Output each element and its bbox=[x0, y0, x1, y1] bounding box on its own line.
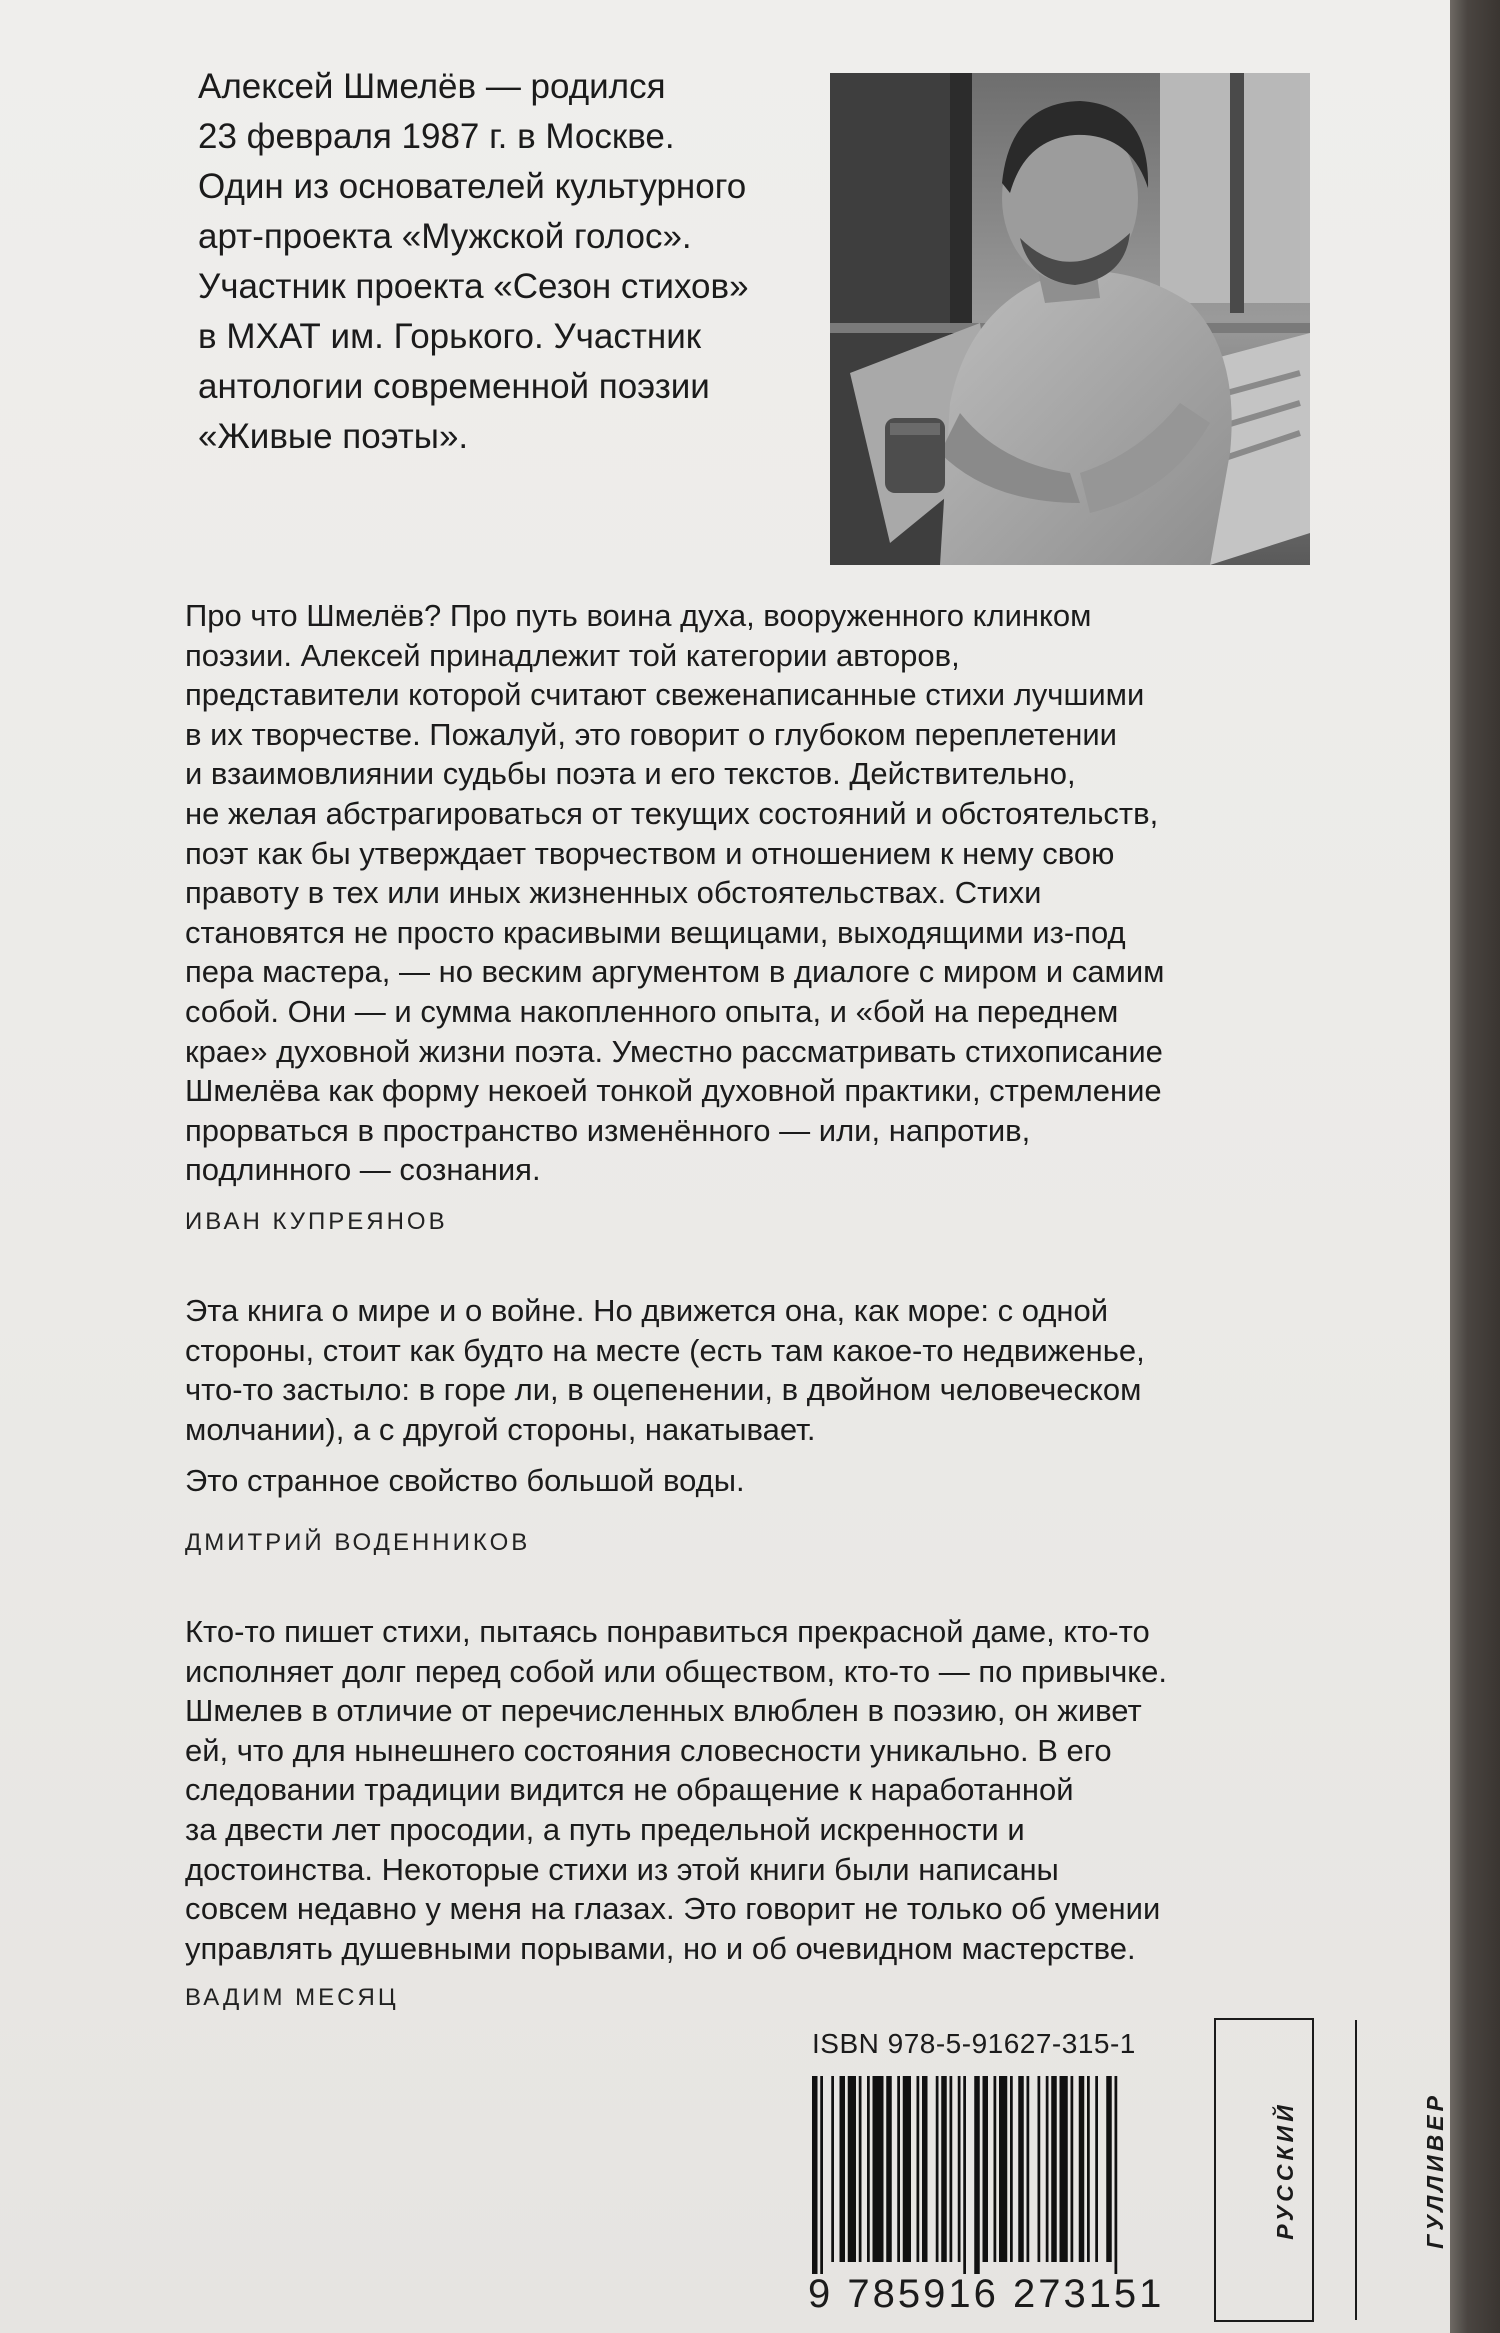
review-line: прорваться в пространство изменённого — или, напротив, bbox=[185, 1112, 1031, 1148]
barcode-bar bbox=[941, 2076, 947, 2262]
review-vodennikov bbox=[185, 1291, 1295, 1449]
barcode-bar bbox=[1046, 2076, 1049, 2262]
barcode-bar bbox=[1087, 2076, 1090, 2262]
book-spine-edge bbox=[1450, 0, 1500, 2333]
review-line: представители которой считают свеженаписанные стихи лучшими bbox=[185, 677, 1145, 713]
barcode-bar bbox=[1018, 2076, 1024, 2262]
barcode-bar bbox=[897, 2076, 900, 2262]
review-extra-line: Это странное свойство большой воды. bbox=[185, 1463, 745, 1498]
review-line: Кто-то пишет стихи, пытаясь понравиться прекрасной даме, кто-то bbox=[185, 1614, 1150, 1649]
bio-line: Один из основателей культурного bbox=[198, 167, 747, 206]
barcode-bar bbox=[950, 2076, 953, 2262]
bio-line: арт-проекта «Мужской голос». bbox=[198, 217, 692, 256]
review-line: что-то застыло: в горе ли, в оцепенении, в двойном человеческом bbox=[185, 1372, 1142, 1408]
bio-line: «Живые поэты». bbox=[198, 417, 469, 456]
review-line: в их творчестве. Пожалуй, это говорит о глубоком переплетении bbox=[185, 716, 1117, 752]
author-photo-image bbox=[830, 73, 1310, 565]
author-bio bbox=[198, 62, 828, 462]
review-line: следовании традиции видится не обращение к наработанной bbox=[185, 1772, 1074, 1808]
author-photo bbox=[830, 73, 1310, 565]
barcode-bars bbox=[808, 2076, 1208, 2274]
barcode-bar bbox=[994, 2076, 997, 2262]
review-line: пера мастера, — но веским аргументом в диалоге с миром и самим bbox=[185, 954, 1165, 990]
review-author: ДМИТРИЙ ВОДЕННИКОВ bbox=[185, 1529, 531, 1556]
publisher-logo-word: ГУЛЛИВЕР bbox=[1421, 2091, 1448, 2249]
barcode-bar bbox=[922, 2076, 928, 2262]
barcode-bar bbox=[983, 2076, 989, 2262]
barcode-bar bbox=[1079, 2076, 1085, 2262]
bio-line: антологии современной поэзии bbox=[198, 367, 710, 406]
review-line: Шмелёва как форму некоей тонкой духовной практики, стремление bbox=[185, 1073, 1162, 1109]
review-line: ей, что для нынешнего состояния словесности уникально. В его bbox=[185, 1732, 1112, 1768]
barcode-bar bbox=[820, 2076, 823, 2274]
review-kupreyanov bbox=[185, 596, 1295, 1190]
review-author: ИВАН КУПРЕЯНОВ bbox=[185, 1208, 448, 1235]
barcode-bar bbox=[831, 2076, 834, 2262]
review-line: стороны, стоит как будто на месте (есть там какое-то недвиженье, bbox=[185, 1332, 1145, 1368]
bio-line: 23 февраля 1987 г. в Москве. bbox=[198, 117, 675, 156]
review-line: поэт как бы утверждает творчеством и отношением к нему свою bbox=[185, 835, 1115, 871]
review-line: совсем недавно у меня на глазах. Это говорит не только об умении bbox=[185, 1891, 1161, 1927]
review-line: крае» духовной жизни поэта. Уместно рассматривать стихописание bbox=[185, 1033, 1163, 1069]
review-line: управлять душевными порывами, но и об очевидном мастерстве. bbox=[185, 1930, 1136, 1966]
publisher-logo-right bbox=[1355, 2020, 1500, 2320]
review-line: Эта книга о мире и о войне. Но движется она, как море: с одной bbox=[185, 1293, 1109, 1328]
publisher-logo-word: РУССКИЙ bbox=[1271, 2100, 1298, 2240]
barcode-bar bbox=[1027, 2076, 1030, 2262]
barcode-bar bbox=[1060, 2076, 1068, 2262]
barcode-bar bbox=[873, 2076, 884, 2262]
barcode-bar bbox=[859, 2076, 862, 2262]
review-line: Шмелев в отличие от перечисленных влюблен в поэзию, он живет bbox=[185, 1693, 1142, 1729]
barcode-bar bbox=[886, 2076, 892, 2262]
review-line: Про что Шмелёв? Про путь воина духа, вооруженного клинком bbox=[185, 598, 1092, 633]
review-line: собой. Они — и сумма накопленного опыта, и «бой на переднем bbox=[185, 993, 1119, 1029]
bio-line: в МХАТ им. Горького. Участник bbox=[198, 317, 702, 356]
isbn-barcode bbox=[808, 2028, 1218, 2320]
barcode-bar bbox=[840, 2076, 846, 2262]
review-line: подлинного — сознания. bbox=[185, 1152, 541, 1188]
review-line: молчании), а с другой стороны, накатывает. bbox=[185, 1411, 816, 1447]
review-line: достоинства. Некоторые стихи из этой книги были написаны bbox=[185, 1851, 1059, 1887]
publisher-logo bbox=[1214, 2018, 1448, 2322]
review-line: не желая абстрагироваться от текущих состояний и обстоятельств, bbox=[185, 795, 1159, 831]
barcode-bar bbox=[963, 2076, 966, 2274]
review-author: ВАДИМ МЕСЯЦ bbox=[185, 1984, 399, 2011]
barcode-bar bbox=[958, 2076, 961, 2262]
barcode-bar bbox=[1071, 2076, 1074, 2262]
barcode-bar bbox=[1051, 2076, 1057, 2262]
barcode-bar bbox=[1038, 2076, 1041, 2262]
review-mesyats bbox=[185, 1612, 1295, 1968]
barcode-bar bbox=[999, 2076, 1007, 2262]
bio-line: Участник проекта «Сезон стихов» bbox=[198, 267, 749, 306]
barcode-bar bbox=[974, 2076, 980, 2274]
review-line: за двести лет просодии, а путь предельной искренности и bbox=[185, 1811, 1025, 1847]
barcode-bar bbox=[936, 2076, 939, 2262]
isbn-label: ISBN 978-5-91627-315-1 bbox=[812, 2028, 1136, 2059]
review-line: и взаимовлиянии судьбы поэта и его текстов. Действительно, bbox=[185, 756, 1076, 792]
review-line: становятся не просто красивыми вещицами, выходящими из-под bbox=[185, 914, 1126, 950]
barcode-bar bbox=[903, 2076, 911, 2262]
barcode-bar bbox=[1010, 2076, 1013, 2262]
barcode-bar bbox=[812, 2076, 818, 2274]
review-line: правоту в тех или иных жизненных обстоятельствах. Стихи bbox=[185, 875, 1042, 911]
barcode-bar bbox=[848, 2076, 856, 2262]
review-line: поэзии. Алексей принадлежит той категории авторов, bbox=[185, 637, 960, 673]
barcode-bar bbox=[1106, 2076, 1112, 2262]
barcode-bar bbox=[1095, 2076, 1098, 2262]
barcode-digits: 9 785916 273151 bbox=[808, 2272, 1165, 2316]
publisher-logo-left bbox=[1216, 2020, 1355, 2320]
bio-line: Алексей Шмелёв — родился bbox=[198, 67, 666, 106]
barcode-bar bbox=[917, 2076, 920, 2262]
review-line: исполняет долг перед собой или обществом, кто-то — по привычке. bbox=[185, 1653, 1167, 1689]
barcode-bar bbox=[1115, 2076, 1118, 2274]
barcode-bar bbox=[867, 2076, 870, 2262]
